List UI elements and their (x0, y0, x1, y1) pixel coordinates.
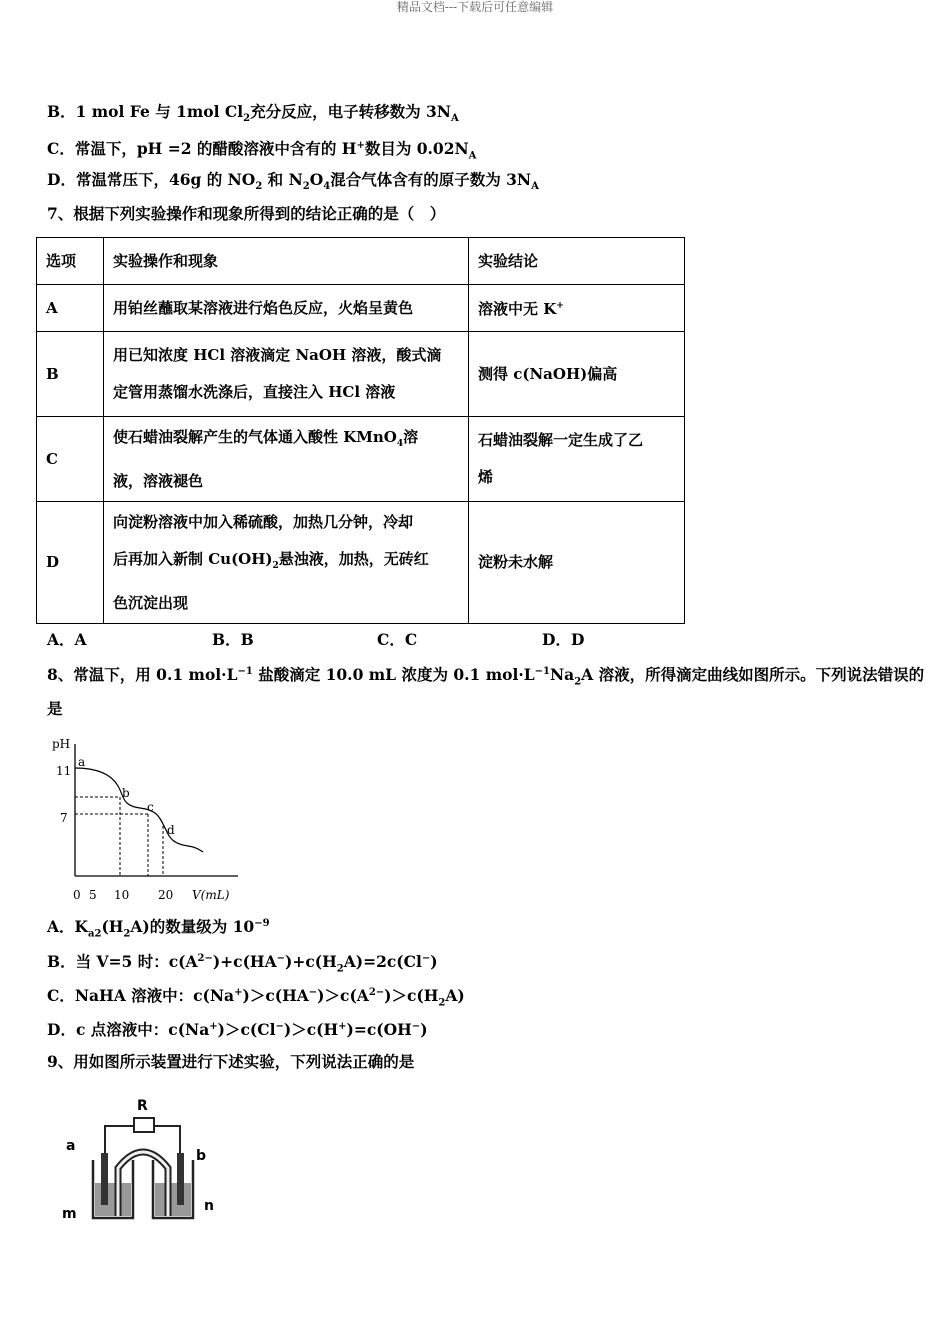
q8-option-c: C．NaHA 溶液中：$c(Na^+)>c(HA^-)>c(A^{2-})>c(H_2A)$ (47, 986, 465, 1009)
row-c-conclusion: 石蜡油裂解一定生成了乙 烯 (469, 417, 685, 502)
row-d-operation: 向淀粉溶液中加入稀硫酸，加热几分钟，冷却 后再加入新制 $Cu(OH)_2$悬浊液，加热，无砖红 色沉淀出现 (104, 502, 469, 624)
row-d-option: D (37, 502, 104, 624)
left-solution (95, 1183, 131, 1216)
ylabel: pH (52, 737, 71, 751)
table-header-row (37, 238, 685, 285)
q8-option-d: D．c 点溶液中：c(Na+)＞c(Cl−)＞c(H+)=c(OH−) (47, 1020, 428, 1040)
xtick-5: 5 (89, 888, 97, 902)
electrode-a (101, 1153, 108, 1205)
row-d-conclusion: 淀粉未水解 (469, 502, 685, 624)
xlabel: V(mL) (192, 888, 230, 902)
table-row (37, 332, 685, 417)
q7-option-b: B．B (212, 630, 254, 649)
row-a-option: A (37, 285, 104, 332)
label-b: b (196, 1148, 207, 1164)
row-a-operation: 用铂丝蘸取某溶液进行焰色反应，火焰呈黄色 (104, 285, 469, 332)
table-row (37, 417, 685, 502)
label-a: a (66, 1138, 76, 1154)
q7-option-d: D．D (542, 630, 585, 649)
table-row (37, 502, 685, 624)
q8-stem: 8、常温下，用 0.1 $mol\cdot L^{-1}$ 盐酸滴定 10.0 mL 浓度为 0.1 $mol\cdot L^{-1}Na_2A$ 溶液，所得滴定曲线如图所示。下列说法错误的 (47, 665, 925, 688)
header-operation: 实验操作和现象 (104, 238, 469, 285)
q8-option-a: A．$K_{a2}(H_2A)$的数量级为 $10^{-9}$ (47, 917, 270, 940)
xtick-0: 0 (73, 888, 81, 902)
q6-option-c: C．常温下，pH =2 的醋酸溶液中含有的 H+数目为 $0.02N_A$ (47, 139, 477, 162)
q9-stem: 9、用如图所示装置进行下述实验，下列说法正确的是 (47, 1052, 415, 1071)
point-c-label: c (147, 800, 154, 814)
point-d-label: d (167, 823, 175, 837)
xtick-20: 20 (158, 888, 174, 902)
ytick-7: 7 (60, 811, 68, 825)
row-b-operation: 用已知浓度 HCl 溶液滴定 NaOH 溶液，酸式滴 定管用蒸馏水洗涤后，直接注入 HCl 溶液 (104, 332, 469, 417)
table-row (37, 285, 685, 332)
label-m: m (62, 1206, 77, 1222)
q6-option-b: B．1 mol Fe 与 1mol $Cl_2$充分反应，电子转移数为 $3N_A$ (47, 102, 459, 125)
titration-curve (75, 768, 203, 852)
q7-table (36, 237, 685, 624)
q7-option-c: C．C (377, 630, 418, 649)
page-header: 精品文档---下载后可任意编辑 (396, 0, 554, 14)
electrode-b (177, 1153, 184, 1205)
header-conclusion: 实验结论 (469, 238, 685, 285)
point-a-label: a (78, 755, 86, 769)
q7-stem: 7、根据下列实验操作和现象所得到的结论正确的是（ ） (47, 204, 446, 223)
label-r: R (137, 1098, 148, 1114)
row-b-conclusion: 测得 c(NaOH)偏高 (469, 332, 685, 417)
q8-stem-line2: 是 (47, 699, 63, 718)
ytick-11: 11 (56, 764, 72, 778)
right-solution (155, 1183, 191, 1216)
q8-option-b: B．当 V=5 时：$c(A^{2-})+c(HA^-)+c(H_2A)=2c(Cl^-)$ (47, 952, 438, 975)
header-option: 选项 (37, 238, 104, 285)
row-c-operation: 使石蜡油裂解产生的气体通入酸性 KMnO$_4$溶 液，溶液褪色 (104, 417, 469, 502)
titration-curve-figure (48, 734, 248, 908)
row-a-conclusion: 溶液中无 K+ (469, 285, 685, 332)
q6-option-d: D．常温常压下，46g 的 $NO_2$ 和 $N_2O_4$混合气体含有的原子数为 $3N_A$ (47, 170, 539, 193)
row-c-option: C (37, 417, 104, 502)
q7-option-a: A．A (47, 630, 87, 649)
row-b-option: B (37, 332, 104, 417)
xtick-10: 10 (114, 888, 130, 902)
point-b-label: b (122, 786, 130, 800)
label-n: n (204, 1198, 214, 1214)
electrolysis-apparatus-figure (60, 1088, 230, 1232)
resistor (134, 1118, 154, 1132)
